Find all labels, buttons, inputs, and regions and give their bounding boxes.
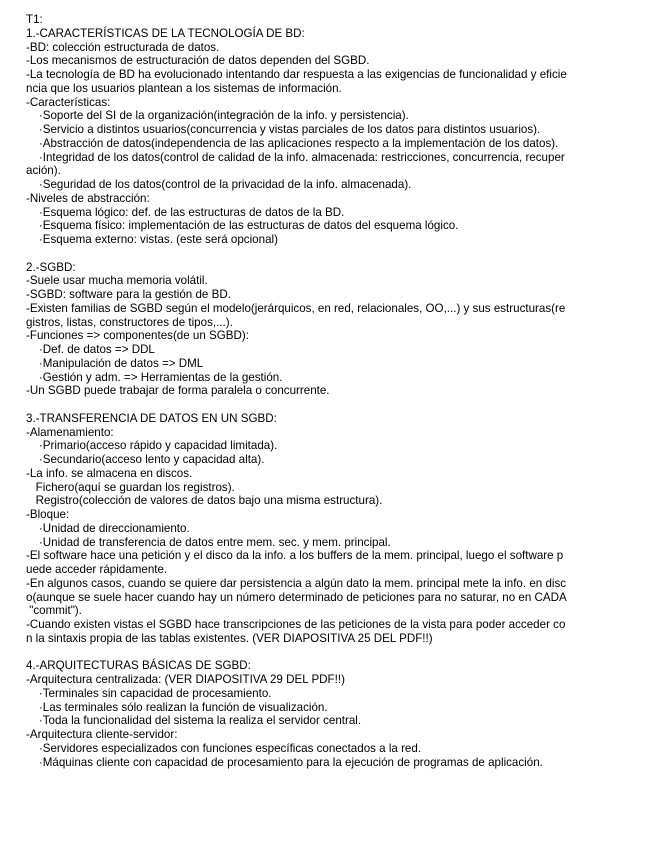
- text-line: gistros, listas, constructores de tipos,...).: [26, 315, 233, 329]
- text-line: ·Abstracción de datos(independencia de las aplicaciones respecto a la implementación de los datos).: [26, 136, 559, 150]
- text-line: Fichero(aquí se guardan los registros).: [26, 480, 235, 494]
- text-line: ·Unidad de direccionamiento.: [26, 521, 190, 535]
- text-line: ·Servicio a distintos usuarios(concurrencia y vistas parciales de los datos para distintos usuarios).: [26, 123, 541, 136]
- text-line: 2.-SGBD:: [26, 260, 76, 274]
- text-line: o(aunque se suele hacer cuando hay un número determinado de peticiones para no saturar, no en CADA: [26, 590, 567, 604]
- text-line: ·Seguridad de los datos(control de la privacidad de la info. almacenada).: [26, 178, 412, 191]
- text-line: ·Gestión y adm. => Herramientas de la gestión.: [26, 370, 283, 384]
- text-line: ·Servidores especializados con funciones específicas conectados a la red.: [26, 741, 422, 755]
- text-line: ación).: [26, 164, 61, 178]
- text-line: ·Def. de datos => DDL: [26, 343, 155, 356]
- text-line: -Arquitectura cliente-servidor:: [26, 728, 178, 741]
- text-line: T1:: [26, 13, 43, 26]
- text-line: -BD: colección estructurada de datos.: [26, 40, 220, 54]
- text-line: ·Esquema lógico: def. de las estructuras de datos de la BD.: [26, 205, 345, 219]
- text-line: n la sintaxis propia de las tablas existentes. (VER DIAPOSITIVA 25 DEL PDF!!): [26, 631, 433, 645]
- text-line: -La tecnología de BD ha evolucionado intentando dar respuesta a las exigencias de funcionalidad y eficie: [26, 68, 567, 81]
- text-line: -En algunos casos, cuando se quiere dar persistencia a algún dato la mem. principal mete la info. en disc: [26, 576, 567, 590]
- text-line: ·Primario(acceso rápido y capacidad limitada).: [26, 439, 278, 453]
- text-line: ·Integridad de los datos(control de calidad de la info. almacenada: restricciones, concurrencia, recuper: [26, 150, 565, 164]
- text-line: ·Las terminales sólo realizan la función de visualización.: [26, 700, 328, 714]
- text-line: uede acceder rápidamente.: [26, 563, 168, 576]
- text-line: ·Manipulación de datos => DML: [26, 356, 204, 370]
- text-line: ·Soporte del SI de la organización(integración de la info. y persistencia).: [26, 109, 409, 123]
- document-text: [26, 13, 641, 769]
- text-line: -Arquitectura centralizada: (VER DIAPOSITIVA 29 DEL PDF!!): [26, 673, 345, 686]
- text-line: ·Terminales sin capacidad de procesamiento.: [26, 686, 272, 700]
- text-line: ·Secundario(acceso lento y capacidad alta).: [26, 453, 265, 466]
- blank-line: [26, 398, 641, 412]
- text-line: "commit").: [26, 604, 82, 618]
- blank-line: [26, 247, 641, 261]
- text-line: -Alamenamiento:: [26, 425, 114, 439]
- text-line: ·Esquema externo: vistas. (este será opcional): [26, 233, 278, 246]
- text-line: -Existen familias de SGBD según el modelo(jerárquicos, en red, relacionales, OO,...) y sus estructuras(re: [26, 301, 566, 315]
- text-line: 1.-CARACTERÍSTICAS DE LA TECNOLOGÍA DE BD:: [26, 26, 305, 40]
- text-line: ·Máquinas cliente con capacidad de procesamiento para la ejecución de programas de aplicación.: [26, 755, 543, 769]
- text-line: Registro(colección de valores de datos bajo una misma estructura).: [26, 494, 383, 508]
- text-line: 3.-TRANSFERENCIA DE DATOS EN UN SGBD:: [26, 411, 277, 425]
- text-line: ·Unidad de transferencia de datos entre mem. sec. y mem. principal.: [26, 535, 391, 549]
- text-line: 4.-ARQUITECTURAS BÁSICAS DE SGBD:: [26, 659, 251, 673]
- text-line: -La info. se almacena en discos.: [26, 466, 193, 480]
- text-line: -Funciones => componentes(de un SGBD):: [26, 329, 249, 343]
- text-line: -El software hace una petición y el disco da la info. a los buffers de la mem. principal, luego el software p: [26, 549, 564, 563]
- text-line: -Bloque:: [26, 508, 70, 521]
- text-line: ncia que los usuarios plantean a los sistemas de información.: [26, 81, 342, 95]
- text-line: -Características:: [26, 95, 111, 109]
- text-line: -Un SGBD puede trabajar de forma paralela o concurrente.: [26, 384, 330, 398]
- text-line: ·Toda la funcionalidad del sistema la realiza el servidor central.: [26, 714, 362, 728]
- text-line: ·Esquema físico: implementación de las estructuras de datos del esquema lógico.: [26, 219, 459, 233]
- text-line: -Los mecanismos de estructuración de datos dependen del SGBD.: [26, 54, 370, 68]
- text-line: -Cuando existen vistas el SGBD hace transcripciones de las peticiones de la vista para poder acceder co: [26, 618, 566, 631]
- text-line: -Suele usar mucha memoria volátil.: [26, 274, 208, 288]
- text-line: -SGBD: software para la gestión de BD.: [26, 288, 231, 301]
- text-line: -Niveles de abstracción:: [26, 191, 150, 205]
- blank-line: [26, 646, 641, 660]
